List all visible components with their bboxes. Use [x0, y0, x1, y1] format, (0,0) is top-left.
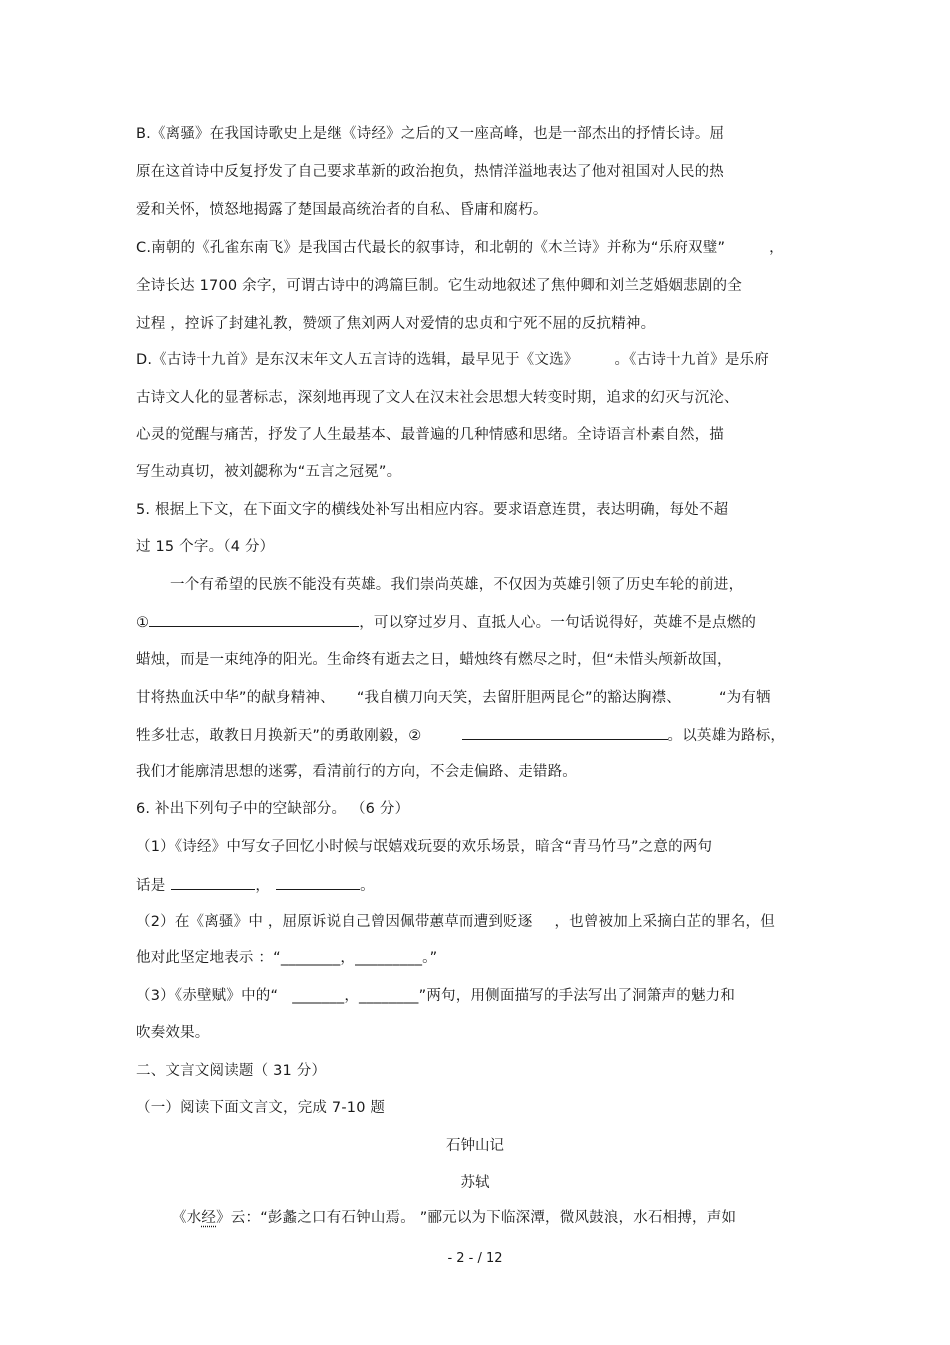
- question-6-item-3-line-1: [136, 986, 735, 1006]
- option-c-line-3: 过程 ，控诉了封建礼教，赞颂了焦刘两人对爱情的忠贞和宁死不屈的反抗精神。: [136, 316, 656, 332]
- question-5-passage-line-4-c: “为有牺: [718, 690, 771, 706]
- essay-first-line-c: 》云：“彭蠡之口有石钟山焉。 ”郦元以为下临深潭，微风鼓浪，水石相搏，声如: [216, 1210, 737, 1226]
- essay-title: 石钟山记: [446, 1138, 504, 1154]
- question-6-item-2-a: （2）在《离骚》中 ，屈原诉说自己曾因佩带蕙草而遭到贬逐: [136, 914, 533, 930]
- option-c-line-2: 全诗长达 1700 余字，可谓古诗中的鸿篇巨制。它生动地叙述了焦仲卿和刘兰芝婚姻悲剧的全: [136, 278, 742, 294]
- answer-blank-6-1b[interactable]: [276, 875, 360, 890]
- option-c-line-1-comma: ，: [769, 240, 784, 256]
- question-6-item-1-lead: 话是: [136, 878, 166, 894]
- answer-blank-2[interactable]: [462, 725, 668, 740]
- question-6-item-2-b: ，也曾被加上采摘白芷的罪名，但: [554, 914, 775, 930]
- blank-1-marker: ①: [136, 615, 150, 631]
- option-d-line-1-tail: 。《古诗十九首》是乐府: [614, 352, 769, 368]
- section-2-title: 二、文言文阅读题（ 31 分）: [136, 1063, 327, 1079]
- question-5-passage-line-4: [136, 688, 771, 708]
- question-5-passage-line-2: [136, 612, 756, 633]
- option-d-line-1-text: D.《古诗十九首》是东汉末年文人五言诗的选辑，最早见于《文选》: [136, 352, 579, 368]
- question-6-item-2-line-1: [136, 912, 775, 932]
- question-6-item-1-comma: ，: [255, 878, 271, 894]
- question-5-passage-line-6: 我们才能廓清思想的迷雾，看清前行的方向，不会走偏路、走错路。: [136, 764, 577, 780]
- question-5-prompt-line-1: 5. 根据上下文，在下面文字的横线处补写出相应内容。要求语意连贯，表达明确，每处不超: [136, 502, 729, 518]
- option-c-line-1-text: C.南朝的《孔雀东南飞》是我国古代最长的叙事诗，和北朝的《木兰诗》并称为“乐府双璧”: [136, 240, 726, 256]
- question-6-item-1-line-1: （1）《诗经》中写女子回忆小时候与氓嬉戏玩耍的欢乐场景，暗含“青马竹马”之意的两句: [136, 839, 713, 855]
- option-c-line-1: [136, 238, 784, 258]
- question-6-title: 6. 补出下列句子中的空缺部分。 （6 分）: [136, 801, 410, 817]
- option-b-line-2: 原在这首诗中反复抒发了自己要求革新的政治抱负，热情洋溢地表达了他对祖国对人民的热: [136, 164, 724, 180]
- question-5-passage-line-4-a: 甘将热血沃中华”的献身精神、: [136, 690, 335, 706]
- question-5-passage-line-5: [136, 725, 785, 746]
- essay-first-line-a: 《水: [172, 1210, 202, 1226]
- question-6-item-1-end: 。: [360, 878, 375, 894]
- essay-first-line-dotted: 经: [201, 1210, 217, 1226]
- option-d-line-3: 心灵的觉醒与痛苦，抒发了人生最基本、最普遍的几种情感和思绪。全诗语言朴素自然，描: [136, 427, 724, 443]
- question-6-item-3-c: ”两句，用侧面描写的手法写出了洞箫声的魅力和: [418, 988, 736, 1004]
- section-2-subtitle: （一）阅读下面文言文，完成 7-10 题: [136, 1100, 386, 1116]
- question-6-item-2-line-2: 他对此坚定地表示 ：“________，_________。”: [136, 950, 438, 966]
- question-5-prompt-line-2: 过 15 个字。（4 分）: [136, 539, 275, 555]
- answer-blank-1[interactable]: [149, 612, 359, 627]
- question-5-passage-line-4-b: “我自横刀向天笑，去留肝胆两昆仑”的豁达胸襟、: [356, 690, 681, 706]
- question-5-passage-line-1: 一个有希望的民族不能没有英雄。我们崇尚英雄，不仅因为英雄引领了历史车轮的前进，: [170, 577, 744, 593]
- option-d-line-4: 写生动真切，被刘勰称为“五言之冠冕”。: [136, 464, 402, 480]
- essay-author: 苏轼: [460, 1175, 490, 1191]
- option-d-line-2: 古诗文人化的显著标志，深刻地再现了文人在汉末社会思想大转变时期，追求的幻灭与沉沦、: [136, 390, 739, 406]
- question-6-item-3-blanks: _______，________: [292, 988, 419, 1004]
- question-6-item-3-a: （3）《赤壁赋》中的“: [136, 988, 279, 1004]
- page-number: - 2 - / 12: [447, 1251, 503, 1266]
- question-5-passage-line-2-text: ，可以穿过岁月、直抵人心。一句话说得好，英雄不是点燃的: [359, 615, 757, 631]
- question-5-passage-line-3: 蜡烛，而是一束纯净的阳光。生命终有逝去之日，蜡烛终有燃尽之时，但“未惜头颅新故国，: [136, 652, 732, 668]
- question-5-passage-line-5-b: 。以英雄为路标，: [667, 728, 786, 744]
- essay-first-line: [172, 1208, 736, 1228]
- option-b-line-1: B.《离骚》在我国诗歌史上是继《诗经》之后的又一座高峰，也是一部杰出的抒情长诗。屈: [136, 126, 725, 142]
- question-6-item-3-line-2: 吹奏效果。: [136, 1025, 210, 1041]
- question-5-passage-line-5-a: 牲多壮志，敢教日月换新天”的勇敢刚毅，②: [136, 728, 422, 744]
- answer-blank-6-1a[interactable]: [171, 875, 255, 890]
- option-d-line-1: [136, 350, 769, 370]
- option-b-line-3: 爱和关怀，愤怒地揭露了楚国最高统治者的自私、昏庸和腐朽。: [136, 202, 548, 218]
- question-6-item-1-line-2: [136, 875, 375, 896]
